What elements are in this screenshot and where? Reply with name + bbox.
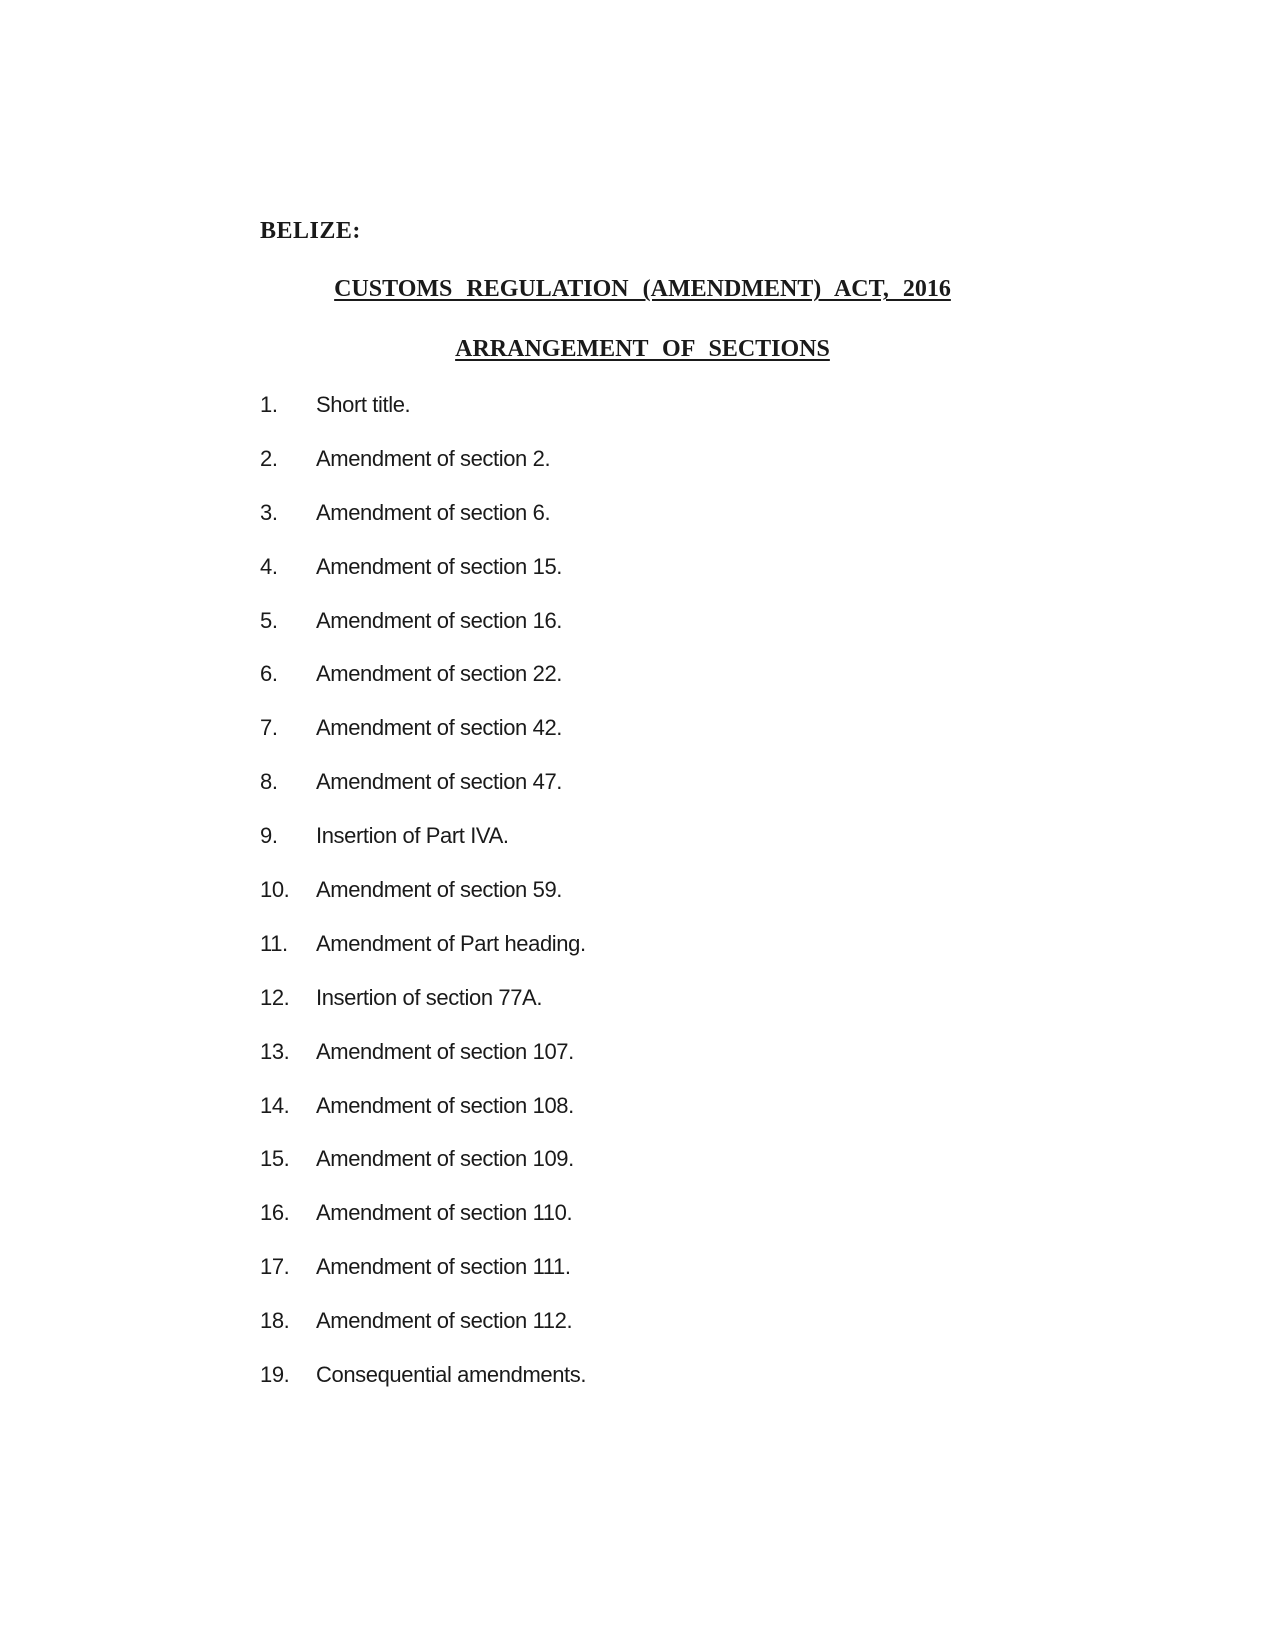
section-number: 16. [260,1200,290,1226]
section-title: Amendment of section 47. [316,769,562,795]
section-title: Insertion of section 77A. [316,984,543,1010]
section-title: Amendment of section 42. [316,715,562,741]
section-title: Amendment of section 2. [316,445,551,471]
section-item [260,715,586,769]
section-number: 17. [260,1254,290,1280]
section-item [260,1200,586,1254]
section-number: 8. [260,769,278,795]
section-number: 11. [260,930,288,956]
section-number: 10. [260,877,290,903]
section-title: Amendment of section 107. [316,1038,574,1064]
section-title: Short title. [316,392,411,417]
sections-list [260,392,586,1416]
section-title: Amendment of section 16. [316,607,562,633]
section-number: 19. [260,1362,290,1388]
section-number: 12. [260,984,290,1010]
section-number: 13. [260,1038,290,1064]
section-title: Amendment of section 108. [316,1092,574,1118]
section-title: Amendment of Part heading. [316,930,586,956]
section-item [260,931,586,985]
section-title: Consequential amendments. [316,1362,587,1388]
section-item [260,608,586,662]
section-item [260,1039,586,1093]
country-heading: BELIZE: [260,218,361,244]
section-item [260,1362,586,1416]
section-number: 1. [260,392,278,417]
section-number: 6. [260,661,278,687]
section-item [260,1093,586,1147]
section-title: Amendment of section 6. [316,499,551,525]
section-number: 18. [260,1308,290,1334]
arrangement-heading [0,336,1275,363]
section-item [260,985,586,1039]
section-title: Amendment of section 109. [316,1146,574,1172]
section-number: 3. [260,499,278,525]
section-item [260,661,586,715]
section-item [260,392,586,446]
section-number: 5. [260,607,278,633]
section-number: 9. [260,823,278,849]
section-item [260,1308,586,1362]
section-item [260,769,586,823]
section-item [260,554,586,608]
section-item [260,446,586,500]
section-title: Amendment of section 111. [316,1254,571,1280]
act-title [0,276,1275,303]
section-title: Amendment of section 110. [316,1200,573,1226]
section-number: 15. [260,1146,290,1172]
arrangement-heading-text: ARRANGEMENT OF SECTIONS [455,336,830,362]
section-number: 2. [260,445,278,471]
section-number: 14. [260,1092,290,1118]
section-title: Amendment of section 59. [316,877,562,903]
section-number: 4. [260,553,278,579]
act-title-text: CUSTOMS REGULATION (AMENDMENT) ACT, 2016 [334,276,951,302]
section-item [260,1254,586,1308]
section-item [260,1146,586,1200]
section-item [260,877,586,931]
section-number: 7. [260,715,278,741]
section-item [260,500,586,554]
section-title: Amendment of section 15. [316,553,562,579]
section-title: Insertion of Part IVA. [316,823,509,849]
section-item [260,823,586,877]
section-title: Amendment of section 112. [316,1308,573,1334]
section-title: Amendment of section 22. [316,661,562,687]
